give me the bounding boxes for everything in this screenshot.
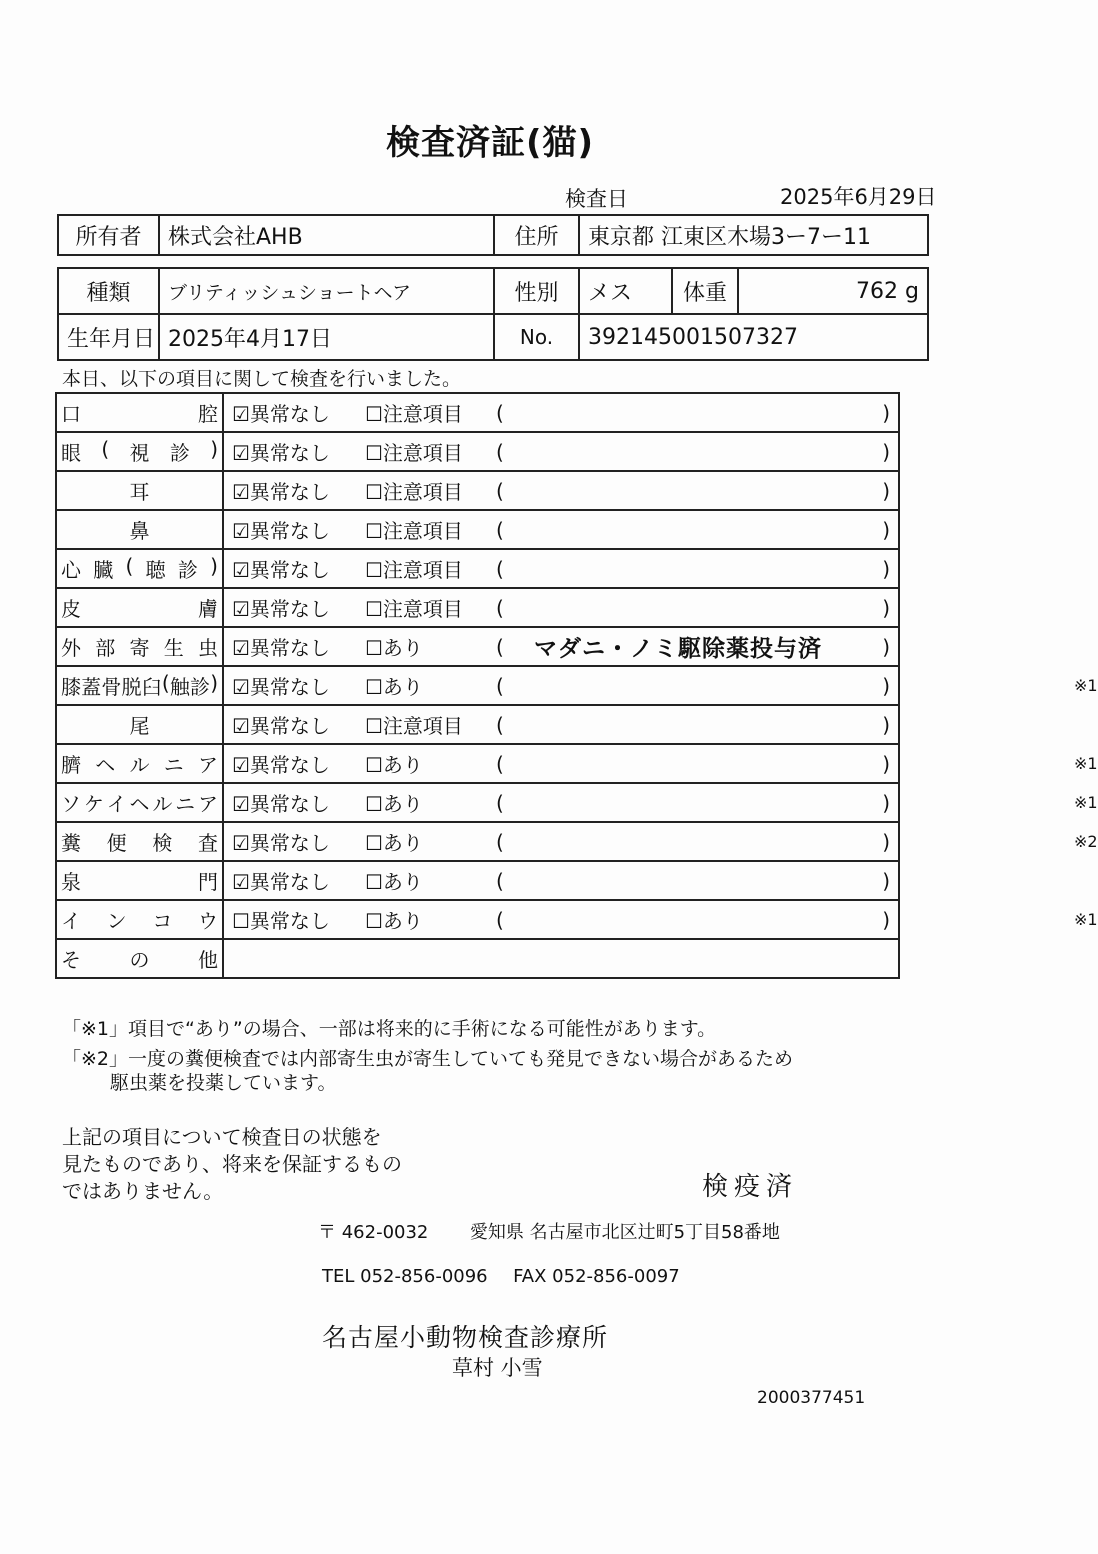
address-label: 住所: [494, 215, 579, 255]
abnormal-checkbox: ☐あり: [365, 792, 423, 816]
check-row: [56, 783, 899, 822]
footnote-3: 駆虫薬を投薬しています。: [110, 1072, 337, 1094]
paren-close: ): [882, 829, 890, 854]
check-item-label: 耳: [56, 471, 223, 510]
clinic-name: 名古屋小動物検査診療所: [322, 1323, 609, 1352]
normal-checkbox: ☑異常なし: [232, 402, 330, 426]
check-result: [223, 510, 899, 549]
check-result: [223, 393, 899, 432]
abnormal-checkbox: ☐注意項目: [365, 480, 463, 504]
footnote-2: 「※2」一度の糞便検査では内部寄生虫が寄生していても発見できない場合があるため: [62, 1048, 794, 1070]
normal-checkbox: ☑異常なし: [232, 870, 330, 894]
paren-close: ): [882, 868, 890, 893]
paren-open: (: [496, 868, 504, 893]
paren-close: ): [882, 634, 890, 659]
disclaimer-text: 上記の項目について検査日の状態を 見たものであり、将来を保証するもの ではありません。: [62, 1125, 402, 1203]
clinic-postal: 〒 462-0032: [318, 1222, 429, 1243]
check-result: ☐異常なし ☐あり ( ) ※1: [223, 900, 899, 939]
inspector-name: 草村 小雪: [452, 1356, 543, 1380]
check-row: [56, 666, 899, 705]
check-item-text: 眼 ( 視 診 ): [61, 437, 218, 465]
inspected-stamp: 検疫済: [702, 1172, 799, 1202]
paren-open: (: [496, 829, 504, 854]
check-result: [223, 627, 899, 666]
sex-label: 性別: [494, 268, 579, 314]
check-row: [56, 744, 899, 783]
paren-open: (: [496, 478, 504, 503]
check-other-value: [223, 939, 899, 978]
breed-label: 種類: [58, 268, 159, 314]
check-item-label: [56, 900, 223, 939]
paren-open: (: [496, 634, 504, 659]
paren-close: ): [882, 517, 890, 542]
paren-open: (: [496, 712, 504, 737]
check-result: [223, 861, 899, 900]
owner-label: 所有者: [58, 215, 159, 255]
check-result: [223, 471, 899, 510]
check-item-text: 外 部 寄 生 虫: [61, 636, 218, 660]
normal-checkbox: ☑異常なし: [232, 480, 330, 504]
normal-checkbox: ☑異常なし: [232, 519, 330, 543]
check-item-text: 心 臓 ( 聴 診 ): [61, 554, 218, 582]
check-item-text: そ の 他: [61, 948, 218, 972]
abnormal-checkbox: ☐あり: [365, 753, 423, 777]
paren-close: ): [882, 439, 890, 464]
check-row: [56, 705, 899, 744]
clinic-contact-line: [322, 1266, 680, 1287]
check-item-text: イ ン コ ウ: [61, 909, 218, 933]
check-table: [55, 392, 1098, 979]
birth-label: 生年月日: [58, 314, 159, 360]
check-result: [223, 549, 899, 588]
normal-checkbox: ☑異常なし: [232, 441, 330, 465]
page-title: 検査済証(猫): [385, 123, 595, 163]
check-result: ☑異常なし ☐あり ( ) ※2: [223, 822, 899, 861]
check-row: [56, 627, 899, 666]
sex-value: メス: [579, 268, 672, 314]
check-row: [56, 861, 899, 900]
check-item-text: 口 腔: [61, 402, 218, 426]
check-row: [56, 432, 899, 471]
document-number: 2000377451: [757, 1388, 866, 1408]
normal-checkbox: ☑異常なし: [232, 714, 330, 738]
check-item-text: 糞 便 検 査: [61, 831, 218, 855]
check-item-label: 尾: [56, 705, 223, 744]
paren-close: ): [882, 790, 890, 815]
paren-open: (: [496, 673, 504, 698]
animal-table: [57, 267, 929, 361]
birth-value: 2025年4月17日: [159, 314, 494, 360]
abnormal-checkbox: ☐注意項目: [365, 402, 463, 426]
normal-checkbox: ☑異常なし: [232, 675, 330, 699]
weight-label: 体重: [672, 268, 738, 314]
check-item-text: ソ ケ イ ヘ ル ニ ア: [61, 792, 218, 816]
weight-value: 762 g: [738, 268, 928, 314]
paren-open: (: [496, 517, 504, 542]
abnormal-checkbox: ☐あり: [365, 909, 423, 933]
check-result: [223, 705, 899, 744]
check-row: [56, 471, 899, 510]
check-item-label: [56, 393, 223, 432]
abnormal-checkbox: ☐注意項目: [365, 519, 463, 543]
check-item-label: [56, 861, 223, 900]
check-row: [56, 510, 899, 549]
normal-checkbox: ☑異常なし: [232, 792, 330, 816]
check-note: マダニ・ノミ駆除薬投与済: [534, 636, 822, 662]
inspection-date-label: 検査日: [565, 187, 628, 211]
check-item-label: [56, 822, 223, 861]
check-item-label: [56, 432, 223, 471]
check-result: [223, 588, 899, 627]
check-result: ☑異常なし ☐あり ( ) ※1: [223, 744, 899, 783]
abnormal-checkbox: ☐注意項目: [365, 441, 463, 465]
clinic-fax: FAX 052-856-0097: [513, 1266, 680, 1287]
paren-close: ): [882, 478, 890, 503]
check-row: [56, 549, 899, 588]
normal-checkbox: ☑異常なし: [232, 753, 330, 777]
breed-value: ブリティッシュショートヘア: [159, 268, 494, 314]
paren-close: ): [882, 751, 890, 776]
check-item-label: [56, 588, 223, 627]
no-label: No.: [494, 314, 579, 360]
normal-checkbox: ☑異常なし: [232, 558, 330, 582]
paren-close: ): [882, 595, 890, 620]
check-item-label: [56, 783, 223, 822]
clinic-address: 愛知県 名古屋市北区辻町5丁目58番地: [469, 1222, 780, 1243]
paren-open: (: [496, 400, 504, 425]
normal-checkbox: ☐異常なし: [232, 909, 330, 933]
check-row: [56, 900, 899, 939]
check-item-text: 泉 門: [61, 870, 218, 894]
footnote-1: 「※1」項目で“あり”の場合、一部は将来的に手術になる可能性があります。: [62, 1018, 717, 1040]
abnormal-checkbox: ☐あり: [365, 870, 423, 894]
check-result: ☑異常なし ☐あり ( ) ※1: [223, 666, 899, 705]
check-item-label: [56, 666, 223, 705]
check-result: [223, 432, 899, 471]
check-item-label: [56, 627, 223, 666]
paren-open: (: [496, 439, 504, 464]
paren-close: ): [882, 712, 890, 737]
no-value: 392145001507327: [579, 314, 928, 360]
paren-close: ): [882, 556, 890, 581]
paren-open: (: [496, 556, 504, 581]
abnormal-checkbox: ☐注意項目: [365, 597, 463, 621]
clinic-tel: TEL 052-856-0096: [322, 1266, 488, 1287]
paren-open: (: [496, 595, 504, 620]
paren-open: (: [496, 790, 504, 815]
abnormal-checkbox: ☐注意項目: [365, 714, 463, 738]
inspection-date: 2025年6月29日: [780, 185, 937, 209]
paren-close: ): [882, 673, 890, 698]
normal-checkbox: ☑異常なし: [232, 597, 330, 621]
check-row: [56, 393, 899, 432]
abnormal-checkbox: ☐あり: [365, 636, 423, 660]
check-item-label: [56, 744, 223, 783]
address-value: 東京都 江東区木場3ー7ー11: [579, 215, 928, 255]
check-result: ☑異常なし ☐あり ( ) ※1: [223, 783, 899, 822]
clinic-address-line: [318, 1218, 780, 1244]
check-row: [56, 822, 899, 861]
check-item-label: [56, 549, 223, 588]
check-item-other: [56, 939, 223, 978]
check-item-label: 鼻: [56, 510, 223, 549]
check-item-text: 臍 ヘ ル ニ ア: [61, 753, 218, 777]
normal-checkbox: ☑異常なし: [232, 831, 330, 855]
intro-text: 本日、以下の項目に関して検査を行いました。: [62, 368, 462, 390]
abnormal-checkbox: ☐あり: [365, 675, 423, 699]
paren-open: (: [496, 751, 504, 776]
paren-close: ): [882, 400, 890, 425]
owner-table: [57, 214, 929, 256]
check-item-text: 皮 膚: [61, 597, 218, 621]
abnormal-checkbox: ☐注意項目: [365, 558, 463, 582]
paren-close: ): [882, 907, 890, 932]
check-row: [56, 588, 899, 627]
abnormal-checkbox: ☐あり: [365, 831, 423, 855]
check-item-text: 膝 蓋 骨 脱 臼 ( 触 診 ): [61, 671, 218, 699]
owner-value: 株式会社AHB: [159, 215, 494, 255]
paren-open: (: [496, 907, 504, 932]
normal-checkbox: ☑異常なし: [232, 636, 330, 660]
